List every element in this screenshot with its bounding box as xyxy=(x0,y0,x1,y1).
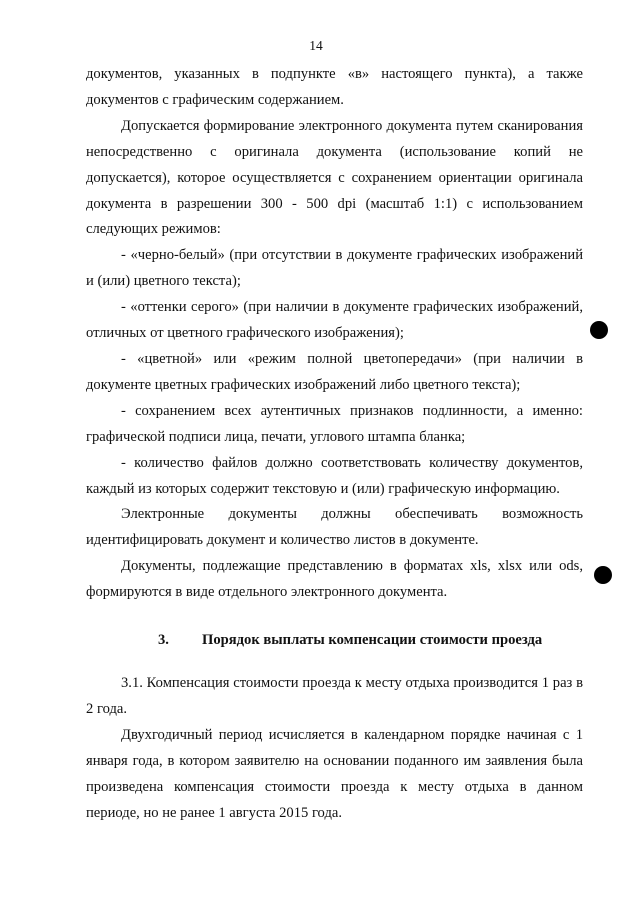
section-number: 3. xyxy=(158,632,169,648)
paragraph: Электронные документы должны обеспечивать возможность идентифицировать документ и количество листов в документе. xyxy=(86,506,583,549)
page-number: 14 xyxy=(309,38,323,53)
list-item: - «черно-белый» (при отсутствии в документе графических изображений и (или) цветного текста); xyxy=(86,247,583,290)
paragraph: Допускается формирование электронного документа путем сканирования непосредственно с оригинала документа (использование копий не допускается), которое осуществляется с сохранением ориентации оригинала документа в разрешении 300 - 500 dpi (масштаб 1:1) с использованием следующих режимов: xyxy=(86,117,583,238)
section-body xyxy=(86,671,583,826)
list-item: - сохранением всех аутентичных признаков подлинности, а именно: графической подписи лица, печати, углового штампа бланка; xyxy=(86,402,583,445)
paragraph: Документы, подлежащие представлению в форматах xls, xlsx или ods, формируются в виде отдельного электронного документа. xyxy=(86,558,583,601)
punch-hole-mark xyxy=(594,566,612,584)
list-item: - «оттенки серого» (при наличии в документе графических изображений, отличных от цветного графического изображения); xyxy=(86,299,583,342)
paragraph: 3.1. Компенсация стоимости проезда к месту отдыха производится 1 раз в 2 года. xyxy=(86,675,583,717)
paragraph: документов, указанных в подпункте «в» настоящего пункта), а также документов с графическим содержанием. xyxy=(86,66,583,108)
paragraph: Двухгодичный период исчисляется в календарном порядке начиная с 1 января года, в котором заявителю на основании поданного им заявления была произведена компенсация стоимости проезда к месту отдыха в данном периоде, но не ранее 1 августа 2015 года. xyxy=(86,726,583,821)
list-item: - «цветной» или «режим полной цветопередачи» (при наличии в документе цветных графических изображений либо цветного текста); xyxy=(86,350,583,393)
body-text xyxy=(86,62,583,606)
section-title: Порядок выплаты компенсации стоимости проезда xyxy=(202,632,543,648)
section-heading xyxy=(86,632,583,649)
punch-hole-mark xyxy=(590,321,608,339)
list-item: - количество файлов должно соответствовать количеству документов, каждый из которых содержит текстовую и (или) графическую информацию. xyxy=(86,454,583,497)
